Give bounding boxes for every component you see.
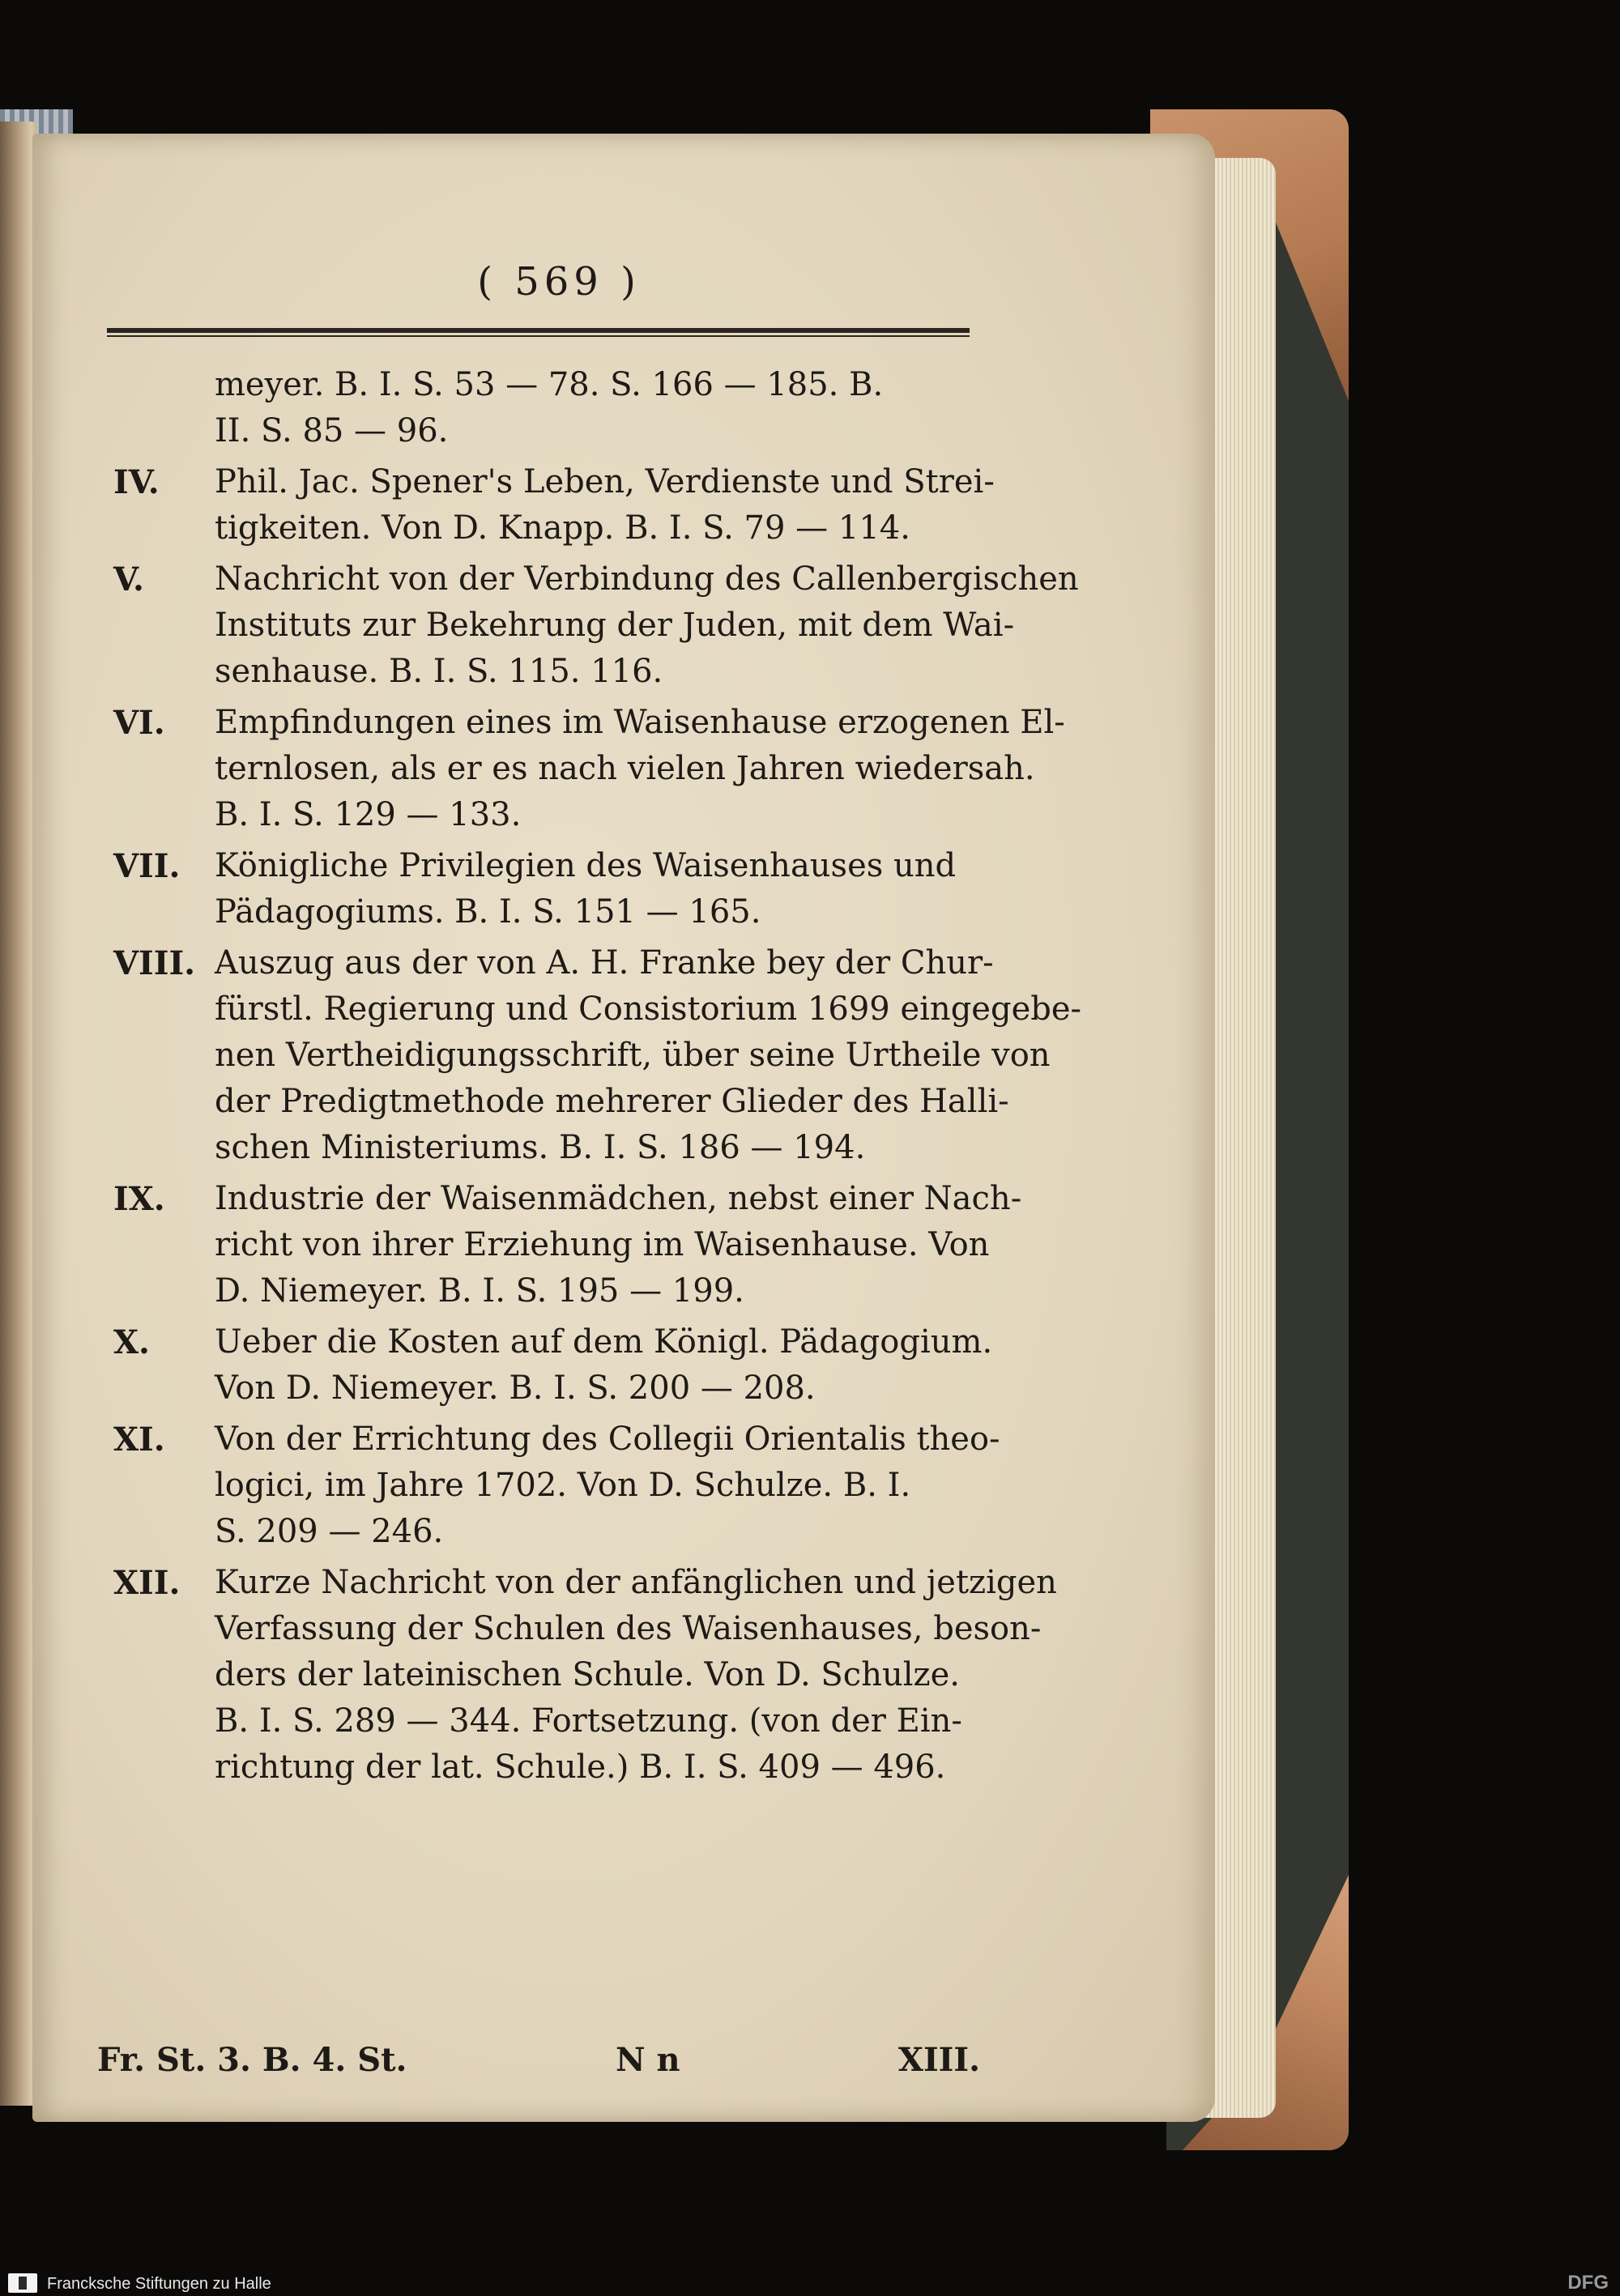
entry-line: Königliche Privilegien des Waisenhauses und [215,847,957,884]
list-item [113,700,1065,838]
entry-line: Von D. Niemeyer. B. I. S. 200 — 208. [215,1370,816,1407]
entry-line: Phil. Jac. Spener's Leben, Verdienste und Strei- [215,463,995,501]
entry-line: Industrie der Waisenmädchen, nebst einer Nach- [215,1180,1022,1217]
book-scan [0,109,1349,2150]
entry-line: richt von ihrer Erziehung im Waisenhause. Von [215,1226,990,1263]
institution-label: Francksche Stiftungen zu Halle [47,2275,271,2293]
list-item [113,1560,1057,1791]
entry-line: tigkeiten. Von D. Knapp. B. I. S. 79 — 114. [215,509,910,547]
book-page [32,134,1215,2122]
entry-line: D. Niemeyer. B. I. S. 195 — 199. [215,1272,744,1310]
entry-line: Empfindungen eines im Waisenhause erzogenen El- [215,704,1065,741]
entry-line: Nachricht von der Verbindung des Callenbergischen [215,560,1079,598]
list-item [113,1176,1022,1314]
entry-line: nen Vertheidigungsschrift, über seine Urtheile von [215,1037,1051,1074]
entry-line: richtung der lat. Schule.) B. I. S. 409 — 496. [215,1749,946,1786]
entry-line: II. S. 85 — 96. [215,412,449,449]
list-item [113,940,1082,1171]
entry-list [113,362,1082,1795]
header-rule [107,328,970,339]
entry-numeral: VIII. [113,944,196,982]
entry-line: der Predigtmethode mehrerer Glieder des Halli- [215,1083,1009,1120]
entry-numeral: VII. [113,847,181,885]
entry-line: Kurze Nachricht von der anfänglichen und jetzigen [215,1564,1057,1601]
footer-catchword: XIII. [897,2041,980,2079]
francke-foundation-logo-icon [8,2273,37,2293]
entry-line: B. I. S. 289 — 344. Fortsetzung. (von der Ein- [215,1702,962,1740]
list-item [113,1319,1004,1412]
entry-line: Auszug aus der von A. H. Franke bey der Chur- [215,944,994,982]
entry-numeral: X. [113,1323,150,1361]
entry-numeral: VI. [113,704,165,742]
footer-signature-mark: N n [616,2041,680,2079]
entry-line: logici, im Jahre 1702. Von D. Schulze. B. I. [215,1467,911,1504]
entry-line: Von der Errichtung des Collegii Orientalis theo- [215,1421,1000,1458]
page-number: ( 569 ) [477,259,641,305]
dfg-logo: DFG [1567,2272,1609,2294]
list-item [113,362,1004,454]
entry-line: fürstl. Regierung und Consistorium 1699 eingegebe- [215,990,1082,1028]
entry-numeral: XII. [113,1564,181,1602]
entry-numeral: XI. [113,1421,165,1459]
entry-numeral: IX. [113,1180,165,1218]
entry-line: schen Ministeriums. B. I. S. 186 — 194. [215,1129,866,1166]
entry-line: ternlosen, als er es nach vielen Jahren wiedersah. [215,750,1035,787]
list-item [113,1416,1004,1555]
list-item [113,843,1004,935]
footer-signature: Fr. St. 3. B. 4. St. [97,2041,407,2079]
entry-line: Verfassung der Schulen des Waisenhauses, beson- [215,1610,1042,1647]
entry-line: senhause. B. I. S. 115. 116. [215,653,663,690]
entry-line: ders der lateinischen Schule. Von D. Schulze. [215,1656,960,1693]
entry-numeral: IV. [113,463,160,501]
entry-line: Instituts zur Bekehrung der Juden, mit dem Wai- [215,607,1015,644]
entry-line: Ueber die Kosten auf dem Königl. Pädagogium. [215,1323,993,1361]
list-item [113,459,1004,552]
entry-numeral: V. [113,560,144,598]
entry-line: Pädagogiums. B. I. S. 151 — 165. [215,893,761,931]
entry-line: B. I. S. 129 — 133. [215,796,522,833]
left-page-edge [0,121,36,2106]
list-item [113,556,1079,695]
entry-line: S. 209 — 246. [215,1513,444,1550]
entry-line: meyer. B. I. S. 53 — 78. S. 166 — 185. B. [215,366,884,403]
